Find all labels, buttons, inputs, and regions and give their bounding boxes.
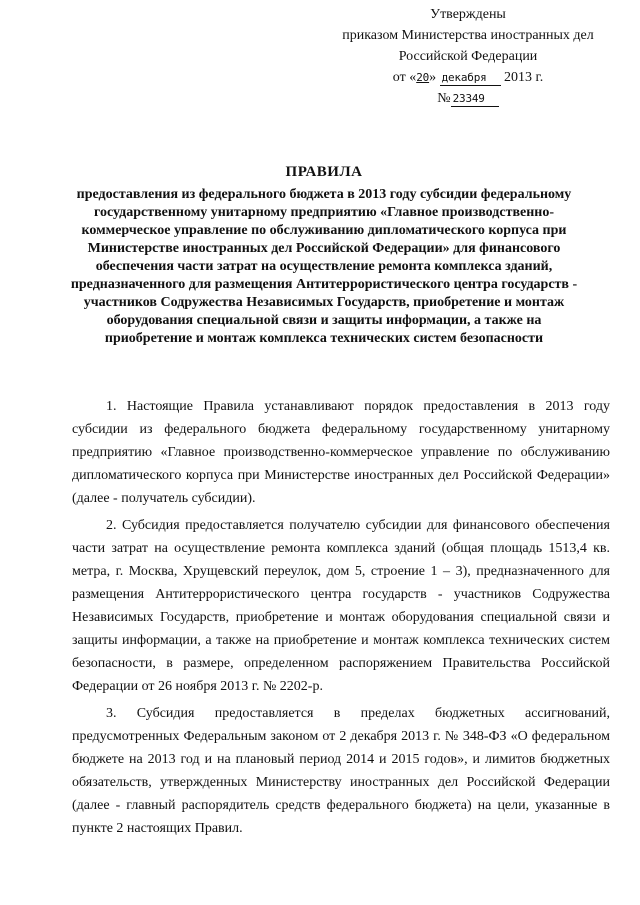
date-mid: » (429, 70, 440, 85)
approval-stamp (318, 4, 618, 109)
paragraph-2: 2. Субсидия предоставляется получателю субсидии для финансового обеспечения части затрат на осуществление ремонта комплекса зданий (общая площадь 1513,4 кв. метра, г. Москва, Хрущевский переулок, дом 5, строение 1 – 3), предназначенного для размещения Антитеррористического центра государств - участников Содружества Независимых Государств, приобретение и монтаж оборудования специальной связи и защиты информации, а также на приобретение и монтаж комплекса технических систем безопасности, в размере, определенном распоряжением Правительства Российской Федерации от 26 ноября 2013 г. № 2202-р. (72, 518, 610, 694)
paragraph-1: 1. Настоящие Правила устанавливают порядок предоставления в 2013 году субсидии из федерального бюджета федеральному государственному унитарному предприятию «Главное производственно-коммерческое управление по обслуживанию дипломатического корпуса при Министерстве иностранных дел Российской Федерации» (далее - получатель субсидии). (72, 399, 610, 506)
document-body (72, 395, 610, 844)
order-number: 23349 (451, 92, 499, 107)
date-prefix: от « (392, 70, 417, 85)
approval-heading: Утверждены (430, 7, 506, 22)
title-subtitle: предоставления из федерального бюджета в 2013 году субсидии федеральному государственному унитарному предприятию «Главное производственно-коммерческое управление по обслуживанию дипломатического корпуса при Министерстве иностранных дел Российской Федерации» для финансового обеспечения части затрат на осуществление ремонта комплекса зданий, предназначенного для размещения Антитеррористического центра государств - участников Содружества Независимых Государств, приобретение и монтаж оборудования специальной связи и защиты информации, а также на приобретение и монтаж комплекса технических систем безопасности (70, 187, 578, 346)
title-main: ПРАВИЛА (285, 164, 363, 180)
approval-date-line (318, 67, 618, 88)
document-title (64, 162, 584, 348)
number-prefix: № (437, 91, 451, 106)
approval-number-line (318, 88, 618, 109)
paragraph-3: 3. Субсидия предоставляется в пределах бюджетных ассигнований, предусмотренных Федеральным законом от 2 декабря 2013 г. № 348-ФЗ «О федеральном бюджете на 2013 год и на плановый период 2014 и 2015 годов», и лимитов бюджетных обязательств, утвержденных Министерству иностранных дел Российской Федерации (далее - главный распорядитель средств федерального бюджета) на цели, указанные в пункте 2 настоящих Правил. (72, 706, 610, 836)
date-month: декабря (440, 71, 501, 86)
date-day: 20 (416, 71, 430, 84)
approval-ministry-line: Российской Федерации (398, 49, 538, 64)
date-year: 2013 г. (500, 70, 544, 85)
approval-order-line: приказом Министерства иностранных дел (342, 28, 594, 43)
